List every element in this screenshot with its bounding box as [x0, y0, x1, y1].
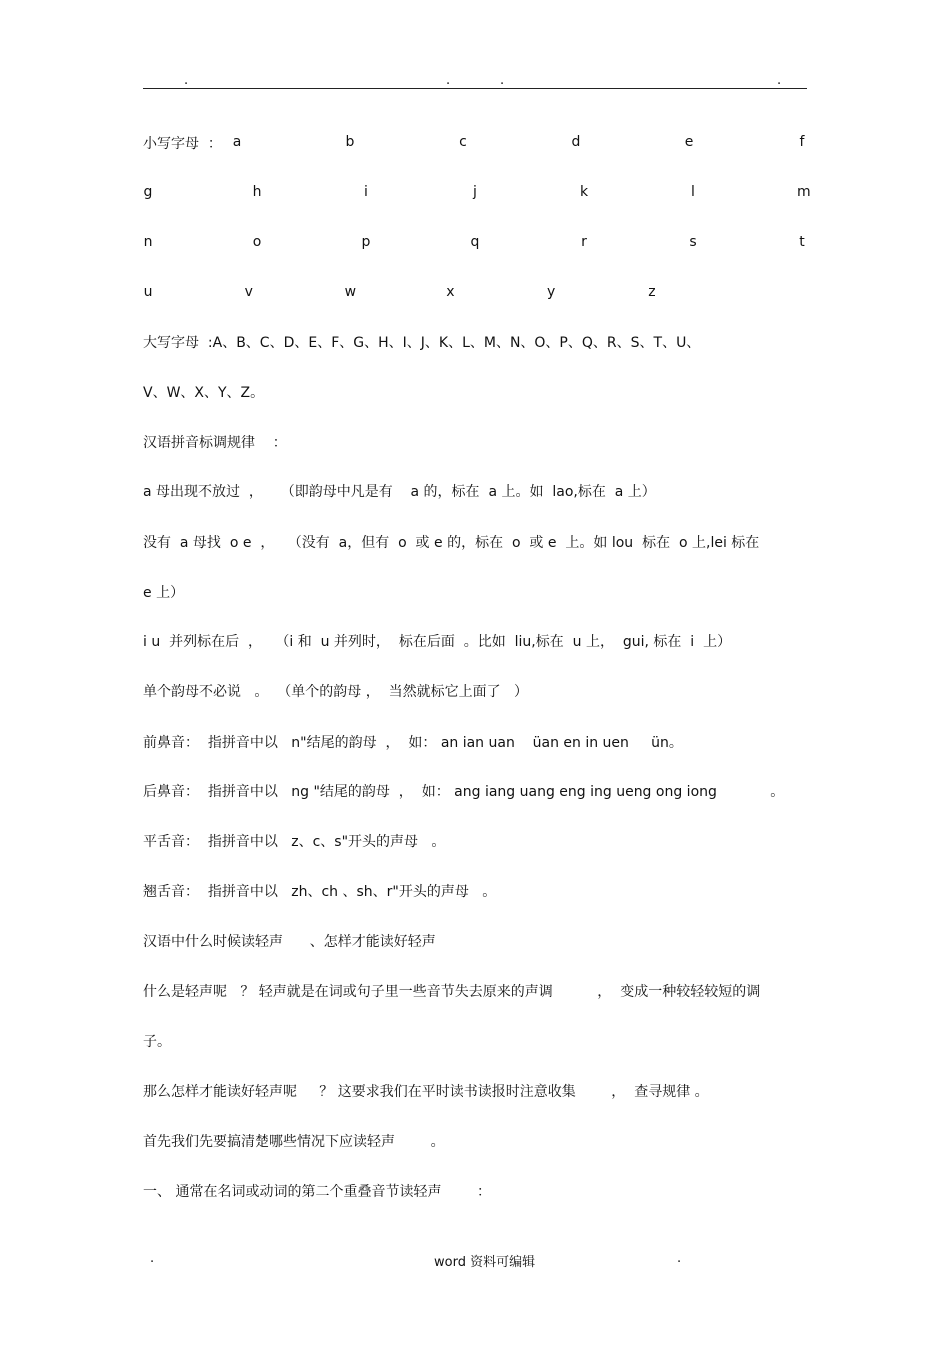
lowercase-letter: b — [345, 134, 355, 150]
rule-line: 单个韵母不必说 。 （单个的韵母 ， 当然就标它上面了 ） — [143, 684, 528, 700]
lowercase-letter: r — [581, 234, 587, 250]
header-dot-2: . — [446, 73, 451, 88]
footer-text: word 资料可编辑 — [434, 1255, 536, 1270]
lowercase-letter: k — [579, 184, 589, 200]
neutral-line: 子。 — [143, 1034, 171, 1050]
rule-line: 后鼻音： 指拼音中以 ng "结尾的韵母 ， 如： ang iang uang eng ing ueng ong iong 。 — [143, 784, 785, 800]
lowercase-letter: o — [252, 234, 262, 250]
lowercase-letter: z — [648, 284, 656, 300]
lowercase-row-4 — [143, 284, 807, 304]
lowercase-letter: x — [446, 284, 455, 300]
header-rule — [143, 88, 807, 89]
rule-line: 翘舌音： 指拼音中以 zh、ch 、sh、r"开头的声母 。 — [143, 884, 497, 900]
rule-line: i u 并列标在后 ， （i 和 u 并列时， 标在后面 。比如 liu,标在 u 上， gui, 标在 i 上） — [143, 634, 732, 650]
rule-line: 前鼻音： 指拼音中以 n"结尾的韵母 ， 如： an ian uan üan en in uen ün。 — [143, 735, 683, 751]
lowercase-row-3 — [143, 234, 807, 254]
lowercase-letter: c — [459, 134, 467, 150]
lowercase-letter: i — [364, 184, 368, 200]
lowercase-letter: a — [232, 134, 242, 150]
lowercase-letter: d — [571, 134, 581, 150]
lowercase-letter: w — [344, 284, 357, 300]
lowercase-letter: y — [547, 284, 556, 300]
rule-line: a 母出现不放过 ， （即韵母中凡是有 a 的，标在 a 上。如 lao,标在 a 上） — [143, 484, 656, 500]
rule-line: e 上） — [143, 585, 185, 601]
lowercase-letter: f — [799, 134, 805, 150]
footer-dot-right: . — [677, 1251, 682, 1266]
lowercase-letter: s — [689, 234, 697, 250]
lowercase-letter: h — [252, 184, 262, 200]
neutral-line: 那么怎样才能读好轻声呢 ？ 这要求我们在平时读书读报时注意收集 ， 查寻规律 。 — [143, 1084, 709, 1100]
lowercase-letter: p — [361, 234, 371, 250]
uppercase-line-1: 大写字母 :A、B、C、D、E、F、G、H、I、J、K、L、M、N、O、P、Q、R、S、T、U、 — [143, 335, 701, 351]
header-dot-4: . — [777, 73, 782, 88]
lowercase-letter: m — [797, 184, 811, 200]
rule-line: 没有 a 母找 o e ， （没有 a，但有 o 或 e 的，标在 o 或 e 上。如 lou 标在 o 上,lei 标在 — [143, 535, 760, 551]
lowercase-letter: n — [143, 234, 153, 250]
neutral-line: 一、 通常在名词或动词的第二个重叠音节读轻声 ： — [143, 1184, 492, 1200]
neutral-line: 什么是轻声呢 ？ 轻声就是在词或句子里一些音节失去原来的声调 ， 变成一种较轻较短的调 — [143, 984, 761, 1000]
lowercase-letter: l — [691, 184, 695, 200]
lowercase-letter: g — [143, 184, 153, 200]
header-dot-1: . — [184, 73, 189, 88]
lowercase-letter: q — [470, 234, 480, 250]
lowercase-letter: u — [143, 284, 153, 300]
footer-dot-left: . — [150, 1251, 155, 1266]
lowercase-letter: t — [799, 234, 805, 250]
lowercase-letter: j — [473, 184, 477, 200]
neutral-title: 汉语中什么时候读轻声 、怎样才能读好轻声 — [143, 934, 436, 950]
header-dot-3: . — [500, 73, 505, 88]
lowercase-row-2 — [143, 184, 811, 204]
lowercase-letter: e — [684, 134, 694, 150]
uppercase-line-2: V、W、X、Y、Z。 — [143, 385, 265, 401]
rules-title: 汉语拼音标调规律 ： — [143, 435, 287, 451]
lowercase-letter: v — [244, 284, 253, 300]
lowercase-label: 小写字母 ： — [143, 136, 222, 152]
neutral-line: 首先我们先要搞清楚哪些情况下应读轻声 。 — [143, 1134, 445, 1150]
rule-line: 平舌音： 指拼音中以 z、c、s"开头的声母 。 — [143, 834, 446, 850]
lowercase-row-1 — [232, 134, 807, 154]
